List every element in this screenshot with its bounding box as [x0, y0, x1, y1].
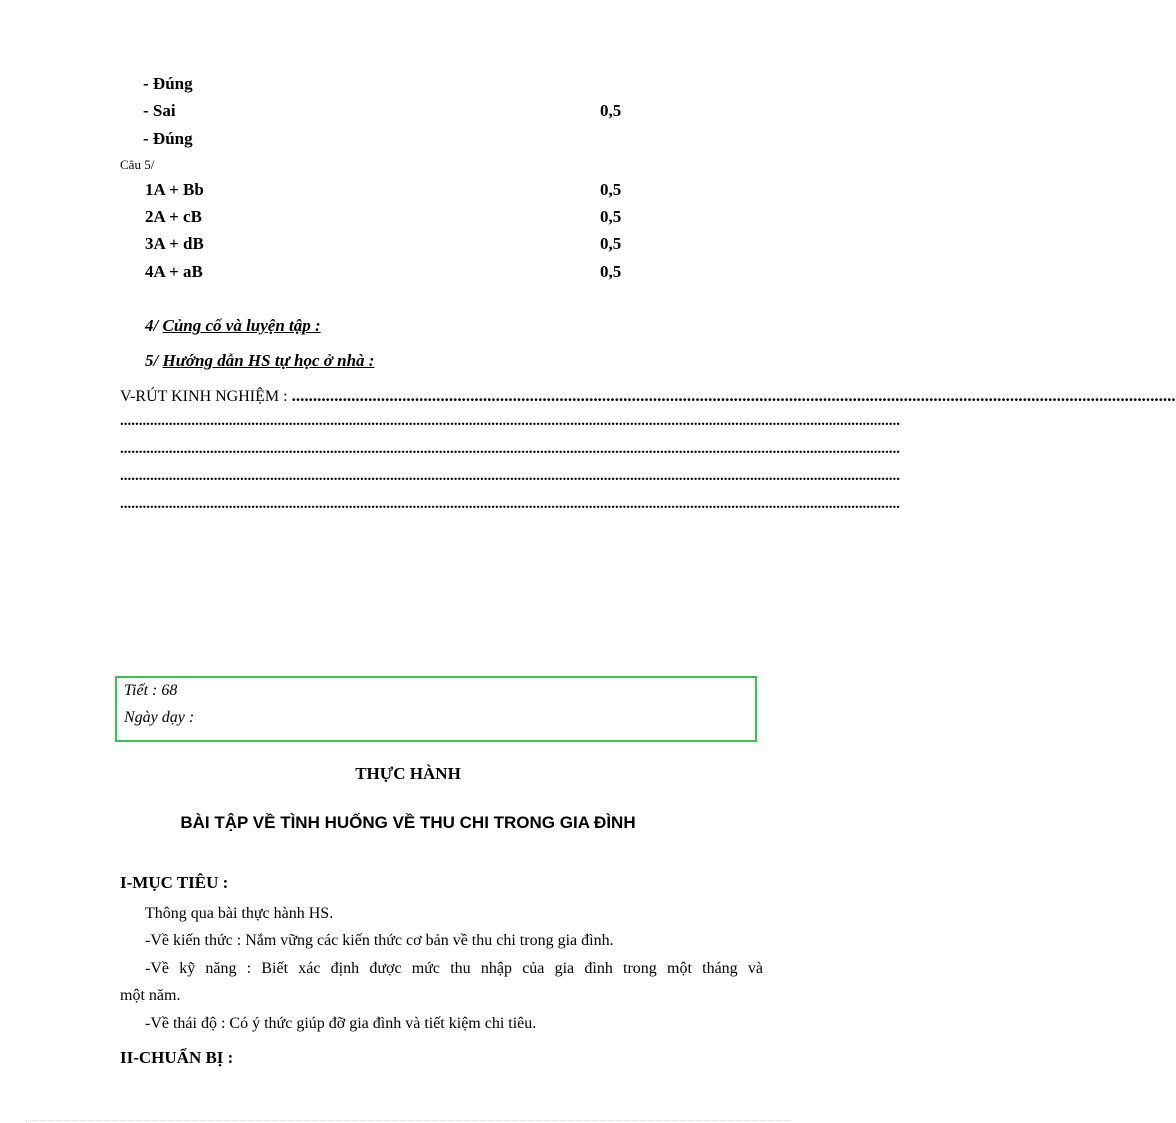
match-3-score: 0,5	[600, 234, 622, 253]
section-5-text: Hướng dẫn HS tự học ở nhà :	[162, 351, 375, 370]
chuan-bi-heading: II-CHUẨN BỊ :	[120, 1048, 234, 1067]
match-1-score: 0,5	[600, 180, 622, 199]
muc-tieu-line-5: -Về thái độ : Có ý thức giúp đỡ gia đình và tiết kiệm chi tiêu.	[145, 1015, 537, 1032]
section-5-heading	[145, 351, 374, 371]
section-4-heading	[145, 316, 321, 336]
muc-tieu-line-4: một năm.	[120, 987, 181, 1004]
dot-line-4: ................................................................................................................................................................................................................	[120, 496, 900, 512]
muc-tieu-line-1: Thông qua bài thực hành HS.	[145, 905, 334, 922]
match-3-label: 3A + dB	[145, 234, 204, 253]
muc-tieu-heading: I-MỤC TIÊU :	[120, 873, 229, 892]
answer-2-label: - Sai	[143, 101, 176, 120]
answer-1-label: - Đúng	[143, 74, 193, 93]
section-4-text: Củng cố và luyện tập :	[162, 316, 321, 335]
page-subtitle: BÀI TẬP VỀ TÌNH HUỐNG VỀ THU CHI TRONG GIA ĐÌNH	[180, 813, 636, 832]
rut-kinh-nghiem-label: V-RÚT KINH NGHIỆM :	[120, 388, 292, 405]
dot-line-3: ................................................................................................................................................................................................................	[120, 468, 900, 484]
section-4-number: 4/	[145, 316, 163, 335]
match-4-label: 4A + aB	[145, 262, 203, 281]
match-2-label: 2A + cB	[145, 207, 202, 226]
dot-line-1: ................................................................................................................................................................................................................	[120, 413, 900, 429]
dot-line-2: ................................................................................................................................................................................................................	[120, 441, 900, 457]
cau5-label: Câu 5/	[120, 157, 155, 172]
match-4-score: 0,5	[600, 262, 622, 281]
answer-3-label: - Đúng	[143, 129, 193, 148]
ngay-day-label: Ngày dạy :	[124, 709, 195, 726]
match-2-score: 0,5	[600, 207, 622, 226]
match-1-label: 1A + Bb	[145, 180, 204, 199]
muc-tieu-line-2: -Về kiến thức : Nắm vững các kiến thức cơ bản về thu chi trong gia đình.	[145, 932, 614, 949]
tiet-label: Tiết : 68	[124, 682, 178, 699]
lesson-info-box	[115, 676, 757, 742]
section-5-number: 5/	[145, 351, 163, 370]
dot-leader: ................................................................................................................................................................................................................	[291, 386, 1176, 405]
answer-2-score: 0,5	[600, 101, 622, 120]
page-bottom-divider	[25, 1120, 791, 1121]
muc-tieu-line-3: -Về kỹ năng : Biết xác định được mức thu nhập của gia đình trong một tháng và	[145, 960, 763, 977]
page-title: THỰC HÀNH	[355, 764, 461, 783]
rut-kinh-nghiem-line	[120, 386, 1176, 406]
